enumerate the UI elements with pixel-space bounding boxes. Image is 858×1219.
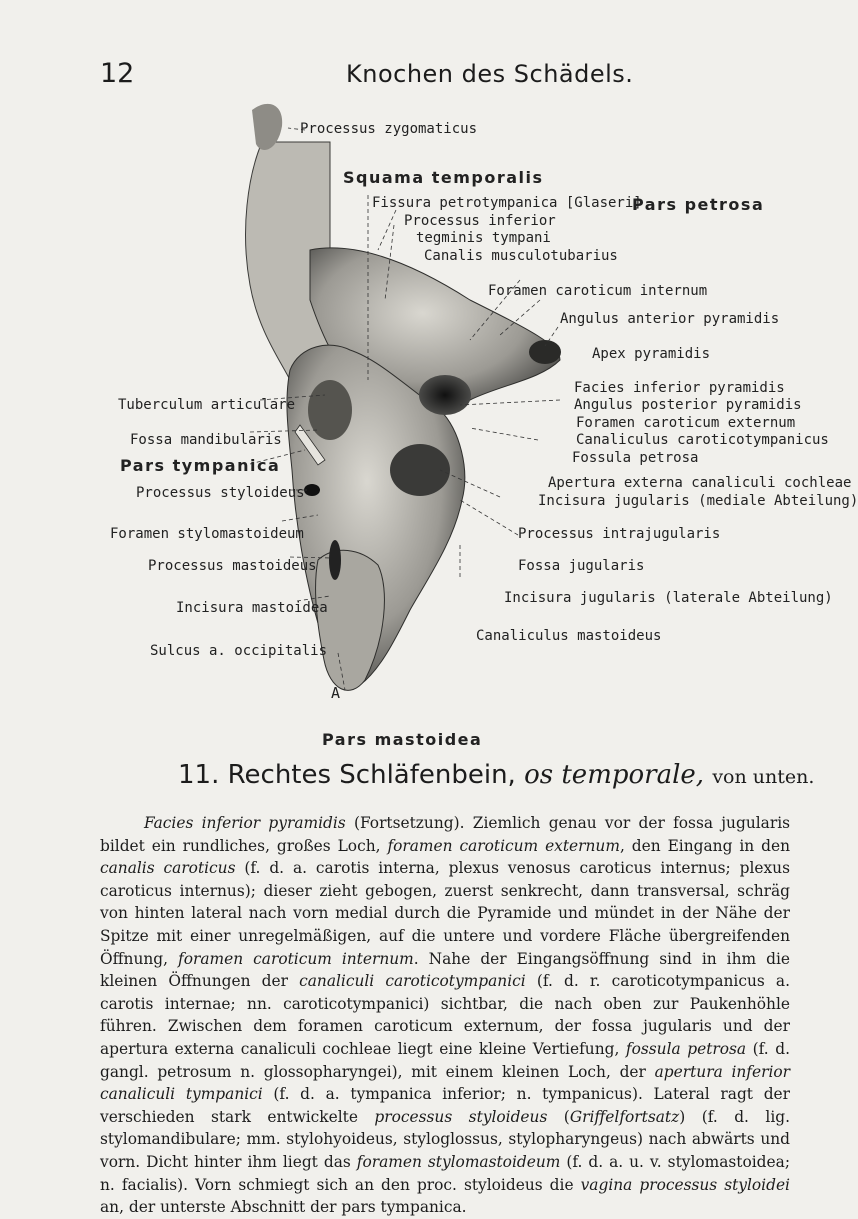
foramen-caroticum-externum-shape — [419, 375, 471, 415]
label-fossula-petrosa: Fossula petrosa — [572, 450, 699, 466]
label-canaliculus-caroticotympanicus: Canaliculus caroticotympanicus — [576, 432, 829, 448]
label-fossa-mandibularis: Fossa mandibularis — [130, 432, 282, 448]
label-canalis-musculotubarius: Canalis musculotubarius — [424, 248, 618, 264]
label-foramen-stylomastoideum: Foramen stylomastoideum — [110, 526, 304, 542]
fossa-jugularis-shape — [390, 444, 450, 496]
term-facies-inferior: Facies inferior pyramidis — [144, 814, 346, 832]
figure-caption — [178, 760, 814, 790]
term-canalis-caroticus: canalis caroticus — [100, 859, 236, 878]
label-processus-intrajugularis: Processus intrajugularis — [518, 526, 721, 542]
label-pars-petrosa: Pars petrosa — [632, 195, 765, 214]
text-run: (Fortsetzung). Ziemlich genau vor der fossa jugularis bildet ein rundliches, großes Loch, — [100, 814, 791, 855]
text-run: (f. d. a. tympanica inferior; n. tympanicus). Lateral ragt der verschieden stark entwickelte — [100, 1085, 791, 1126]
term-canaliculi-caroticotympanici: canaliculi caroticotympanici — [299, 972, 526, 991]
label-foramen-caroticum-externum: Foramen caroticum externum — [576, 415, 796, 431]
term-foramen-caroticum-externum: foramen caroticum externum — [387, 836, 620, 855]
label-canaliculus-mastoideus: Canaliculus mastoideus — [476, 628, 662, 644]
label-processus-inferior: Processus inferior — [404, 213, 556, 229]
label-foramen-caroticum-internum: Foramen caroticum internum — [488, 283, 708, 299]
caption-latin: os temporale, — [524, 760, 705, 790]
label-tuberculum-articulare: Tuberculum articulare — [118, 397, 296, 413]
text-run: ( — [547, 1107, 570, 1126]
label-squama-temporalis: Squama temporalis — [343, 168, 544, 187]
label-processus-mastoideus: Processus mastoideus — [148, 558, 317, 574]
text-run: (f. d. a. carotis interna, plexus venosus caroticus internus; plexus caroticus internus); dieser zieht gebogen, zuerst senkrecht, dann transversal, schräg von hinten lateral nach vorn medial durch die Pyramide und mündet in der Nähe der Spitze mit einer unregelmäßigen, auf die untere und vordere Fläche übergreifenden Öffnung, — [100, 859, 790, 968]
mastoid-notch-shape — [329, 540, 341, 580]
label-angulus-posterior: Angulus posterior pyramidis — [574, 397, 802, 413]
fossa-mandibularis-shape — [308, 380, 352, 440]
running-head: Knochen des Schädels. — [346, 60, 634, 88]
term-fossula-petrosa: fossula petrosa — [625, 1039, 747, 1058]
label-incisura-jugularis-mediale: Incisura jugularis (mediale Abteilung) — [538, 493, 858, 509]
text-run: (f. d. r. caroticotympanicus a. carotis internae; nn. caroticotympanici) sichtbar, die nach oben zur Paukenhöhle führen. Zwischen dem foramen caroticum externum, der fossa jugularis und der apertura externa canaliculi cochleae liegt eine kleine Vertiefung, — [100, 972, 790, 1058]
term-processus-styloideus: processus styloideus — [374, 1107, 548, 1126]
label-letter-a: A — [331, 684, 341, 702]
text-run: , den Eingang in den — [619, 836, 791, 855]
label-processus-styloideus: Processus styloideus — [136, 485, 305, 501]
term-griffelfortsatz: Griffelfortsatz — [569, 1107, 680, 1126]
caption-number: 11. — [178, 760, 220, 790]
page-number: 12 — [100, 58, 135, 89]
label-facies-inferior: Facies inferior pyramidis — [574, 380, 785, 396]
term-vagina-processus-styloidei: vagina processus styloidei — [580, 1175, 790, 1194]
caption-suffix: von unten. — [712, 766, 815, 788]
label-apex-pyramidis: Apex pyramidis — [592, 346, 711, 362]
label-incisura-jugularis-laterale: Incisura jugularis (laterale Abteilung) — [504, 590, 833, 606]
label-fossa-jugularis: Fossa jugularis — [518, 558, 645, 574]
label-sulcus-occipitalis: Sulcus a. occipitalis — [150, 643, 328, 659]
term-foramen-caroticum-internum: foramen caroticum internum — [178, 949, 414, 968]
label-fissura-petrotympanica: Fissura petrotympanica [Glaseri] — [372, 195, 642, 211]
text-run: an, der unterste Abschnitt der pars tympanica. — [100, 1198, 467, 1217]
apex-shape — [529, 340, 561, 364]
body-text — [100, 812, 790, 1219]
body-paragraph — [100, 812, 790, 1219]
label-pars-mastoidea: Pars mastoidea — [322, 730, 483, 749]
text-run: ) (f. d. lig. stylomandibulare; mm. stylohyoideus, styloglossus, stylopharyngeus) nach abwärts und vorn. Dicht hinter ihm liegt das — [100, 1107, 790, 1171]
label-tegminis-tympani: tegminis tympani — [416, 230, 551, 246]
label-processus-zygomaticus: Processus zygomaticus — [300, 121, 478, 137]
text-run: (f. d. a. u. v. stylomastoidea; n. facialis). Vorn schmiegt sich an den proc. styloideus die — [100, 1152, 791, 1194]
caption-title: Rechtes Schläfenbein, — [227, 760, 516, 790]
term-foramen-stylomastoideum: foramen stylomastoideum — [356, 1152, 561, 1171]
label-apertura-externa: Apertura externa canaliculi cochleae — [548, 475, 852, 491]
label-incisura-mastoidea: Incisura mastoidea — [176, 600, 328, 616]
label-pars-tympanica: Pars tympanica — [120, 456, 281, 475]
term-apertura-inferior: apertura inferior canaliculi tympanici — [100, 1062, 791, 1104]
text-run: . Nahe der Eingangsöffnung sind in ihm die kleinen Öffnungen der — [100, 949, 790, 991]
label-angulus-anterior: Angulus anterior pyramidis — [560, 311, 780, 327]
text-run: (f. d. gangl. petrosum n. glossopharyngei), mit einem kleinen Loch, der — [100, 1039, 790, 1081]
